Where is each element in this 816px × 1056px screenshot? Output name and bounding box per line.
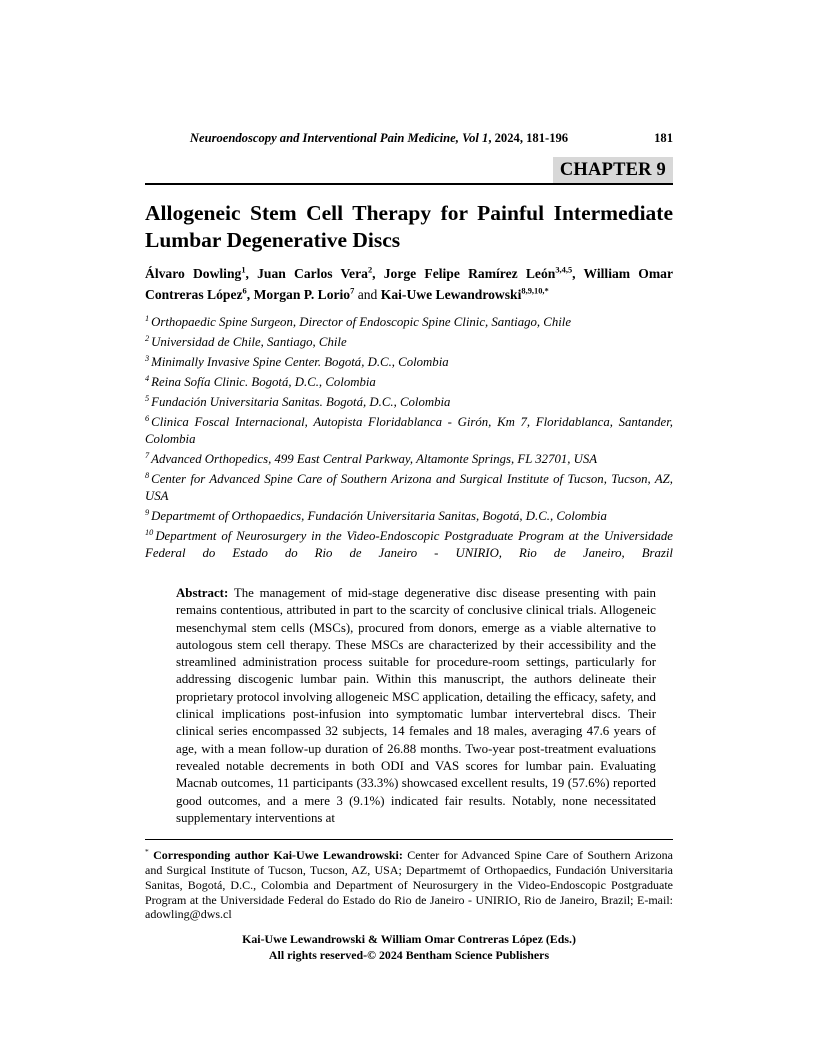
affiliation-text: Orthopaedic Spine Surgeon, Director of Endoscopic Spine Clinic, Santiago, Chile (151, 315, 572, 329)
affiliation-item (145, 508, 673, 525)
author-superscript: 3,4,5 (555, 264, 573, 275)
chapter-banner (145, 157, 673, 185)
author-name: William Omar Contreras López (145, 266, 674, 302)
affiliation-item (145, 394, 673, 411)
affiliation-number: 6 (145, 413, 150, 423)
affiliation-text: Department of Neurosurgery in the Video-Endoscopic Postgraduate Program at the Universidade Federal do Estado do Rio de Janeiro - UNIRIO, Rio de Janeiro, Brazil (145, 529, 673, 560)
affiliation-number: 7 (145, 450, 150, 460)
affiliation-number: 2 (145, 333, 150, 343)
author-separator: , (372, 266, 384, 281)
affiliation-item (145, 334, 673, 351)
affiliation-number: 8 (145, 470, 150, 480)
affiliation-item (145, 451, 673, 468)
affiliation-text: Center for Advanced Spine Care of Southern Arizona and Surgical Institute of Tucson, Tucson, AZ, USA (145, 472, 673, 503)
abstract-label: Abstract: (176, 586, 229, 600)
author-list (145, 264, 673, 305)
author-superscript: 8,9,10,* (521, 284, 549, 295)
running-header (145, 131, 673, 146)
chapter-label: CHAPTER 9 (553, 157, 673, 183)
affiliation-text: Advanced Orthopedics, 499 East Central Parkway, Altamonte Springs, FL 32701, USA (151, 452, 598, 466)
author-name: Álvaro Dowling (145, 266, 242, 281)
editors-line: Kai-Uwe Lewandrowski & William Omar Contreras López (Eds.) (242, 932, 576, 947)
affiliation-text: Minimally Invasive Spine Center. Bogotá, D.C., Colombia (151, 355, 449, 369)
author-separator: and (354, 286, 381, 302)
book-footer (145, 932, 673, 963)
footnote-marker: * (145, 847, 149, 857)
author-name: Morgan P. Lorio (253, 286, 351, 302)
author-separator: , (245, 266, 258, 281)
affiliation-item (145, 414, 673, 448)
author-superscript: 2 (367, 264, 373, 275)
journal-title-italic: Neuroendoscopy and Interventional Pain Medicine, Vol 1 (189, 131, 489, 145)
affiliation-item (145, 314, 673, 331)
affiliation-item (145, 528, 673, 562)
chapter-title: Allogeneic Stem Cell Therapy for Painful Intermediate Lumbar Degenerative Discs (145, 201, 673, 252)
affiliation-number: 1 (145, 313, 150, 323)
abstract-section (176, 585, 656, 827)
affiliation-item (145, 471, 673, 505)
footnote-label: Corresponding author Kai-Uwe Lewandrowski: (153, 848, 403, 863)
footnote-text: Center for Advanced Spine Care of Southern Arizona and Surgical Institute of Tucson, Tucson, AZ, USA; Departmemt of Orthopaedics, Fundación Universitaria Sanitas, Bogotá, D.C., Colombia and Department of Neurosurgery in the Video-Endoscopic Postgraduate Program at the Universidade Federal do Estado do Rio de Janeiro - UNIRIO, Rio de Janeiro, Brazil; E-mail: adowling@dws.cl (145, 848, 673, 922)
copyright-line: All rights reserved-© 2024 Bentham Science Publishers (268, 947, 550, 962)
footnote-separator (145, 839, 673, 840)
affiliation-text: Universidad de Chile, Santiago, Chile (151, 335, 347, 349)
author-name: Juan Carlos Vera (257, 266, 368, 281)
affiliation-number: 9 (145, 507, 150, 517)
author-name: Kai-Uwe Lewandrowski (380, 286, 522, 302)
author-superscript: 6 (242, 284, 247, 295)
affiliation-number: 4 (145, 373, 150, 383)
author-separator: , (572, 266, 584, 281)
affiliation-text: Clinica Foscal Internacional, Autopista Floridablanca - Girón, Km 7, Floridablanca, Santander, Colombia (145, 415, 673, 446)
affiliation-text: Reina Sofía Clinic. Bogotá, D.C., Colombia (151, 375, 376, 389)
affiliation-item (145, 354, 673, 371)
journal-title-upright: , 2024, 181-196 (488, 131, 569, 145)
abstract-text: The management of mid-stage degenerative disc disease presenting with pain remains contentious, attributed in part to the scarcity of conclusive clinical trials. Allogeneic mesenchymal stem cells (MSCs), procured from donors, emerge as a viable alternative to autologous stem cell therapy. These MSCs are characterized by their accessibility and the streamlined administration process suitable for procedure-room settings, particularly for addressing discogenic lumbar pain. Within this manuscript, the authors delineate their proprietary protocol involving allogeneic MSC application, detailing the efficacy, safety, and clinical implications post-infusion into symptomatic lumbar intervertebral discs. Their clinical series encompassed 32 subjects, 14 females and 18 males, averaging 47.6 years of age, with a mean follow-up duration of 26.88 months. Two-year post-treatment evaluations revealed notable decrements in both ODI and VAS scores for lumbar pain. Evaluating Macnab outcomes, 11 participants (33.3%) showcased excellent results, 19 (57.6%) reported good outcomes, and a mere 3 (9.1%) indicated fair results. Notably, none necessitated supplementary interventions at (176, 586, 656, 825)
journal-title (145, 131, 613, 146)
author-name: Jorge Felipe Ramírez León (383, 266, 556, 281)
affiliation-text: Fundación Universitaria Sanitas. Bogotá, D.C., Colombia (151, 395, 451, 409)
author-superscript: 1 (241, 264, 246, 275)
footnote (145, 848, 673, 922)
author-separator: , (246, 286, 254, 302)
affiliation-text: Departmemt of Orthopaedics, Fundación Universitaria Sanitas, Bogotá, D.C., Colombia (151, 509, 607, 523)
page-content (145, 131, 673, 963)
page-number: 181 (654, 131, 673, 145)
affiliation-item (145, 374, 673, 391)
author-superscript: 7 (350, 284, 355, 295)
affiliation-number: 3 (145, 353, 150, 363)
affiliation-number: 10 (145, 527, 154, 537)
affiliations-list (145, 314, 673, 562)
affiliation-number: 5 (145, 393, 150, 403)
